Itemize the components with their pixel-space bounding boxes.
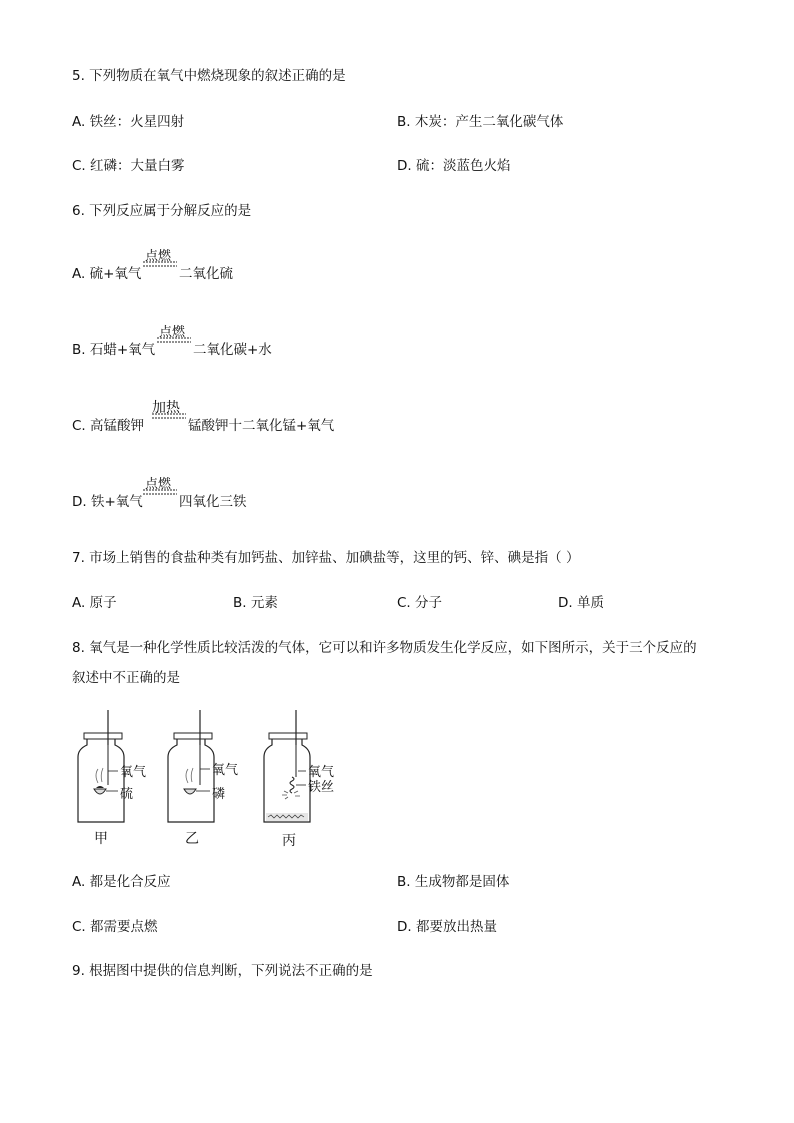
q6-b-reactants: B. 石蜡+氧气 [72, 342, 156, 358]
jar-bing [264, 710, 310, 822]
jar-jia-substance-label: 硫 [120, 787, 134, 802]
jar-yi-caption: 乙 [185, 831, 199, 847]
q7-option-b: B. 元素 [233, 595, 278, 611]
q6-option-d [72, 473, 372, 513]
reaction-arrow-icon [142, 488, 178, 496]
q5-option-b: B. 木炭：产生二氧化碳气体 [397, 114, 564, 130]
q6-option-c [72, 397, 392, 437]
q8-option-d: D. 都要放出热量 [397, 919, 497, 935]
reaction-arrow-icon [151, 412, 187, 420]
q8-option-a: A. 都是化合反应 [72, 874, 171, 890]
jar-yi [168, 710, 214, 822]
jar-jia [78, 710, 124, 822]
jar-yi-substance-label: 磷 [212, 787, 226, 802]
q6-d-condition: 点燃 [145, 477, 172, 492]
q6-a-product: 二氧化硫 [179, 266, 233, 282]
q6-d-reactants: D. 铁+氧气 [72, 494, 143, 510]
reaction-arrow-icon [142, 260, 178, 268]
q5-option-d: D. 硫：淡蓝色火焰 [397, 158, 511, 174]
reaction-arrow-icon [156, 336, 192, 344]
jar-bing-substance-label: 铁丝 [308, 780, 335, 795]
q6-d-product: 四氧化三铁 [179, 494, 247, 510]
q5-option-a: A. 铁丝：火星四射 [72, 114, 185, 130]
jar-bing-gas-label: 氧气 [308, 765, 335, 780]
jar-jia-caption: 甲 [94, 831, 108, 847]
q6-option-a [72, 245, 372, 285]
q6-a-reactants: A. 硫+氧气 [72, 266, 142, 282]
q8-stem-line1: 8. 氧气是一种化学性质比较活泼的气体，它可以和许多物质发生化学反应，如下图所示，关于三个反应的 [72, 640, 697, 656]
q7-option-a: A. 原子 [72, 595, 117, 611]
q7-option-d: D. 单质 [558, 595, 604, 611]
q7-option-c: C. 分子 [397, 595, 443, 611]
jar-bing-caption: 丙 [282, 833, 296, 849]
q9-stem: 9. 根据图中提供的信息判断，下列说法不正确的是 [72, 963, 373, 979]
q6-b-condition: 点燃 [159, 325, 186, 340]
jar-yi-gas-label: 氧气 [212, 763, 239, 778]
q5-option-c: C. 红磷：大量白雾 [72, 158, 185, 174]
jar-jia-gas-label: 氧气 [120, 765, 147, 780]
q6-option-b [72, 321, 372, 361]
q8-option-c: C. 都需要点燃 [72, 919, 158, 935]
q8-figure [70, 705, 390, 855]
q6-c-condition: 加热 [152, 400, 180, 416]
q6-b-product: 二氧化碳+水 [193, 342, 272, 358]
q8-stem-line2: 叙述中不正确的是 [72, 670, 180, 686]
q6-stem: 6. 下列反应属于分解反应的是 [72, 203, 252, 219]
q6-a-condition: 点燃 [145, 249, 172, 264]
q6-c-reactants: C. 高锰酸钾 [72, 418, 145, 434]
q8-option-b: B. 生成物都是固体 [397, 874, 510, 890]
q6-c-product: 锰酸钾十二氧化锰+氧气 [188, 418, 335, 434]
q5-stem: 5. 下列物质在氧气中燃烧现象的叙述正确的是 [72, 68, 346, 84]
q7-stem: 7. 市场上销售的食盐种类有加钙盐、加锌盐、加碘盐等，这里的钙、锌、碘是指（ ） [72, 550, 580, 566]
